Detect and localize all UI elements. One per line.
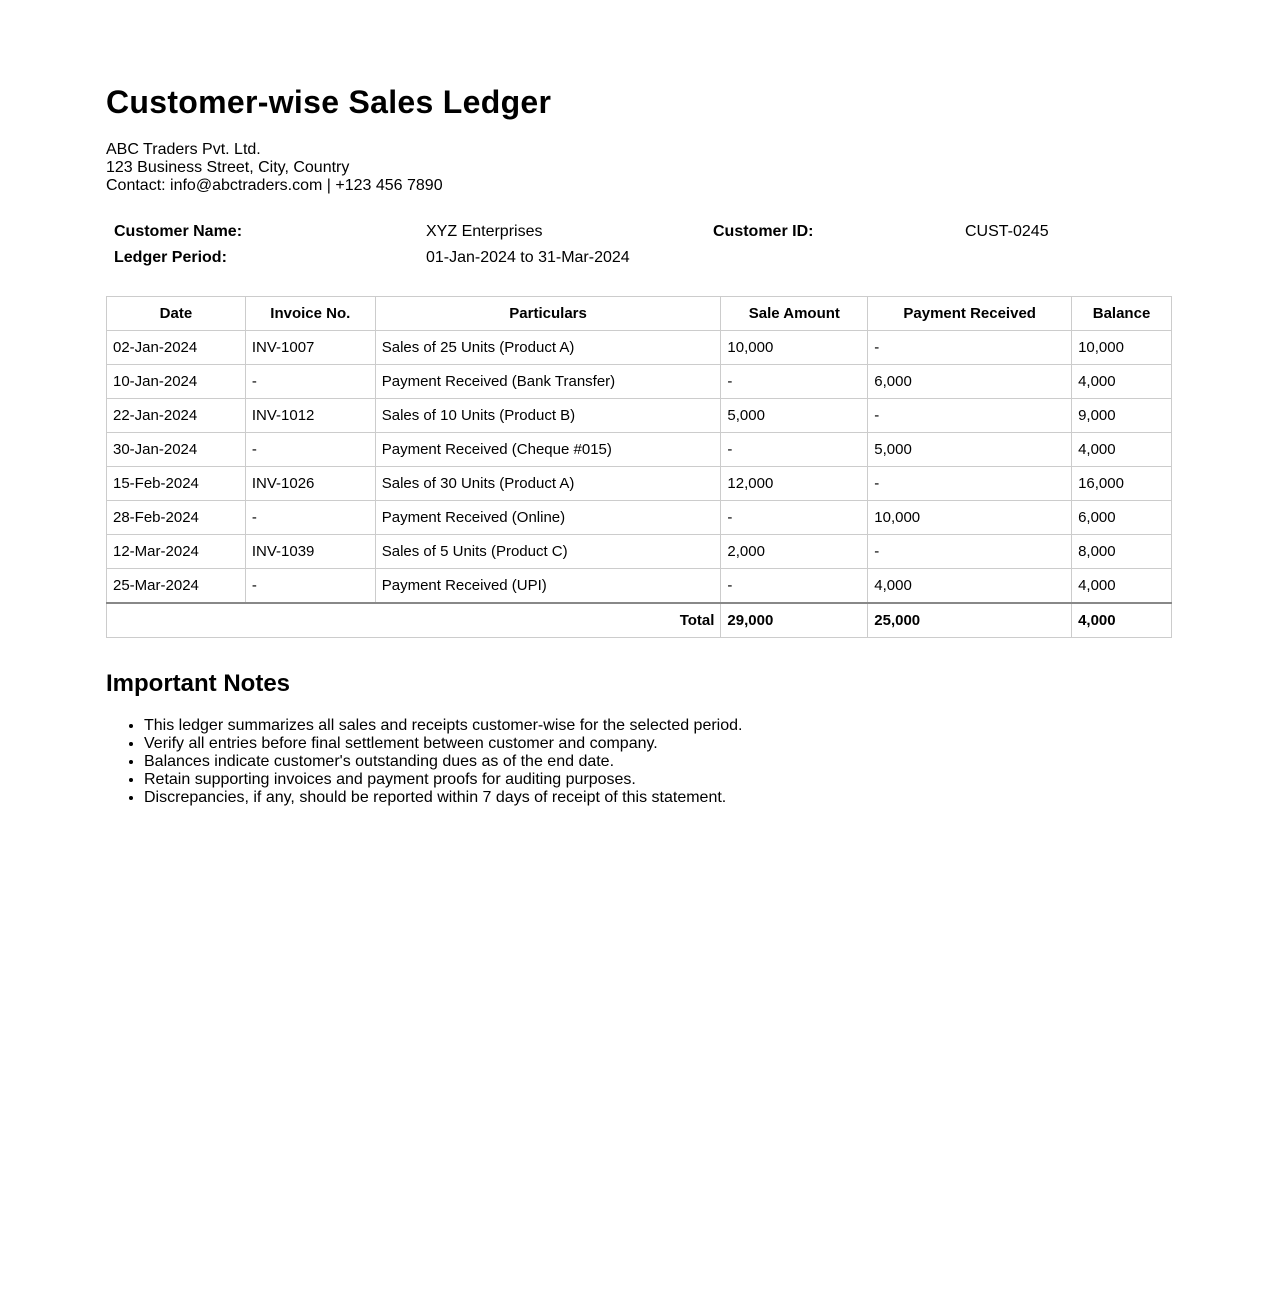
total-row	[107, 603, 1172, 638]
cell-sale-amount: 5,000	[721, 399, 868, 433]
cell-sale-amount: 12,000	[721, 467, 868, 501]
table-row	[107, 331, 1172, 365]
customer-id-value: CUST-0245	[965, 223, 1049, 240]
ledger-period-value: 01-Jan-2024 to 31-Mar-2024	[426, 249, 630, 266]
table-row	[107, 535, 1172, 569]
cell-payment-received: -	[868, 467, 1072, 501]
empty-cell	[705, 245, 957, 271]
company-details	[106, 141, 443, 195]
cell-invoice: -	[245, 501, 375, 535]
customer-id-label: Customer ID:	[713, 223, 814, 240]
cell-particulars: Payment Received (Online)	[375, 501, 721, 535]
cell-invoice: INV-1012	[245, 399, 375, 433]
cell-balance: 6,000	[1072, 501, 1172, 535]
cell-date: 12-Mar-2024	[107, 535, 246, 569]
cell-payment-received: 4,000	[868, 569, 1072, 604]
company-address: 123 Business Street, City, Country	[106, 159, 350, 176]
cell-particulars: Payment Received (UPI)	[375, 569, 721, 604]
cell-invoice: -	[245, 433, 375, 467]
table-row	[107, 399, 1172, 433]
cell-sale-amount: -	[721, 433, 868, 467]
list-item: • This ledger summarizes all sales and receipts customer-wise for the selected period.	[144, 717, 742, 735]
cell-balance: 10,000	[1072, 331, 1172, 365]
cell-balance: 4,000	[1072, 433, 1172, 467]
empty-cell	[957, 245, 1172, 271]
customer-info-row	[106, 219, 1172, 245]
cell-sale-amount: -	[721, 501, 868, 535]
total-balance: 4,000	[1072, 603, 1172, 638]
cell-particulars: Sales of 25 Units (Product A)	[375, 331, 721, 365]
column-header-balance: Balance	[1072, 297, 1172, 331]
cell-balance: 16,000	[1072, 467, 1172, 501]
cell-particulars: Sales of 10 Units (Product B)	[375, 399, 721, 433]
cell-sale-amount: 2,000	[721, 535, 868, 569]
cell-payment-received: 10,000	[868, 501, 1072, 535]
total-label: Total	[107, 603, 721, 638]
ledger-period-label: Ledger Period:	[114, 249, 227, 266]
column-header-sale-amount: Sale Amount	[721, 297, 868, 331]
cell-particulars: Sales of 5 Units (Product C)	[375, 535, 721, 569]
cell-particulars: Payment Received (Bank Transfer)	[375, 365, 721, 399]
cell-balance: 8,000	[1072, 535, 1172, 569]
cell-date: 10-Jan-2024	[107, 365, 246, 399]
cell-particulars: Payment Received (Cheque #015)	[375, 433, 721, 467]
notes-heading: Important Notes	[106, 670, 291, 697]
list-item: • Retain supporting invoices and payment proofs for auditing purposes.	[144, 771, 742, 789]
page-title: Customer-wise Sales Ledger	[106, 84, 552, 120]
notes-list	[106, 717, 742, 807]
cell-particulars: Sales of 30 Units (Product A)	[375, 467, 721, 501]
cell-payment-received: -	[868, 535, 1072, 569]
customer-name-label: Customer Name:	[114, 223, 243, 240]
column-header-invoice: Invoice No.	[245, 297, 375, 331]
table-row	[107, 433, 1172, 467]
cell-invoice: INV-1039	[245, 535, 375, 569]
table-row	[107, 501, 1172, 535]
cell-invoice: -	[245, 365, 375, 399]
cell-balance: 9,000	[1072, 399, 1172, 433]
customer-name-value: XYZ Enterprises	[426, 223, 543, 240]
cell-payment-received: 6,000	[868, 365, 1072, 399]
column-header-date: Date	[107, 297, 246, 331]
list-item: • Balances indicate customer's outstanding dues as of the end date.	[144, 753, 742, 771]
company-contact: Contact: info@abctraders.com | +123 456 7890	[106, 177, 443, 194]
list-item: • Verify all entries before final settlement between customer and company.	[144, 735, 742, 753]
column-header-payment-received: Payment Received	[868, 297, 1072, 331]
list-item: • Discrepancies, if any, should be reported within 7 days of receipt of this statement.	[144, 789, 742, 807]
cell-date: 15-Feb-2024	[107, 467, 246, 501]
customer-info-table	[106, 219, 1172, 271]
ledger-header-row	[107, 297, 1172, 331]
company-name: ABC Traders Pvt. Ltd.	[106, 141, 261, 158]
cell-payment-received: -	[868, 399, 1072, 433]
total-sale-amount: 29,000	[721, 603, 868, 638]
customer-info-row	[106, 245, 1172, 271]
table-row	[107, 365, 1172, 399]
cell-sale-amount: -	[721, 569, 868, 604]
cell-payment-received: 5,000	[868, 433, 1072, 467]
cell-date: 02-Jan-2024	[107, 331, 246, 365]
cell-invoice: -	[245, 569, 375, 604]
cell-date: 22-Jan-2024	[107, 399, 246, 433]
cell-balance: 4,000	[1072, 365, 1172, 399]
cell-date: 28-Feb-2024	[107, 501, 246, 535]
table-row	[107, 467, 1172, 501]
cell-date: 25-Mar-2024	[107, 569, 246, 604]
cell-invoice: INV-1026	[245, 467, 375, 501]
cell-sale-amount: 10,000	[721, 331, 868, 365]
cell-date: 30-Jan-2024	[107, 433, 246, 467]
cell-balance: 4,000	[1072, 569, 1172, 604]
ledger-table	[106, 296, 1172, 638]
column-header-particulars: Particulars	[375, 297, 721, 331]
table-row	[107, 569, 1172, 604]
cell-payment-received: -	[868, 331, 1072, 365]
cell-invoice: INV-1007	[245, 331, 375, 365]
cell-sale-amount: -	[721, 365, 868, 399]
total-payment-received: 25,000	[868, 603, 1072, 638]
